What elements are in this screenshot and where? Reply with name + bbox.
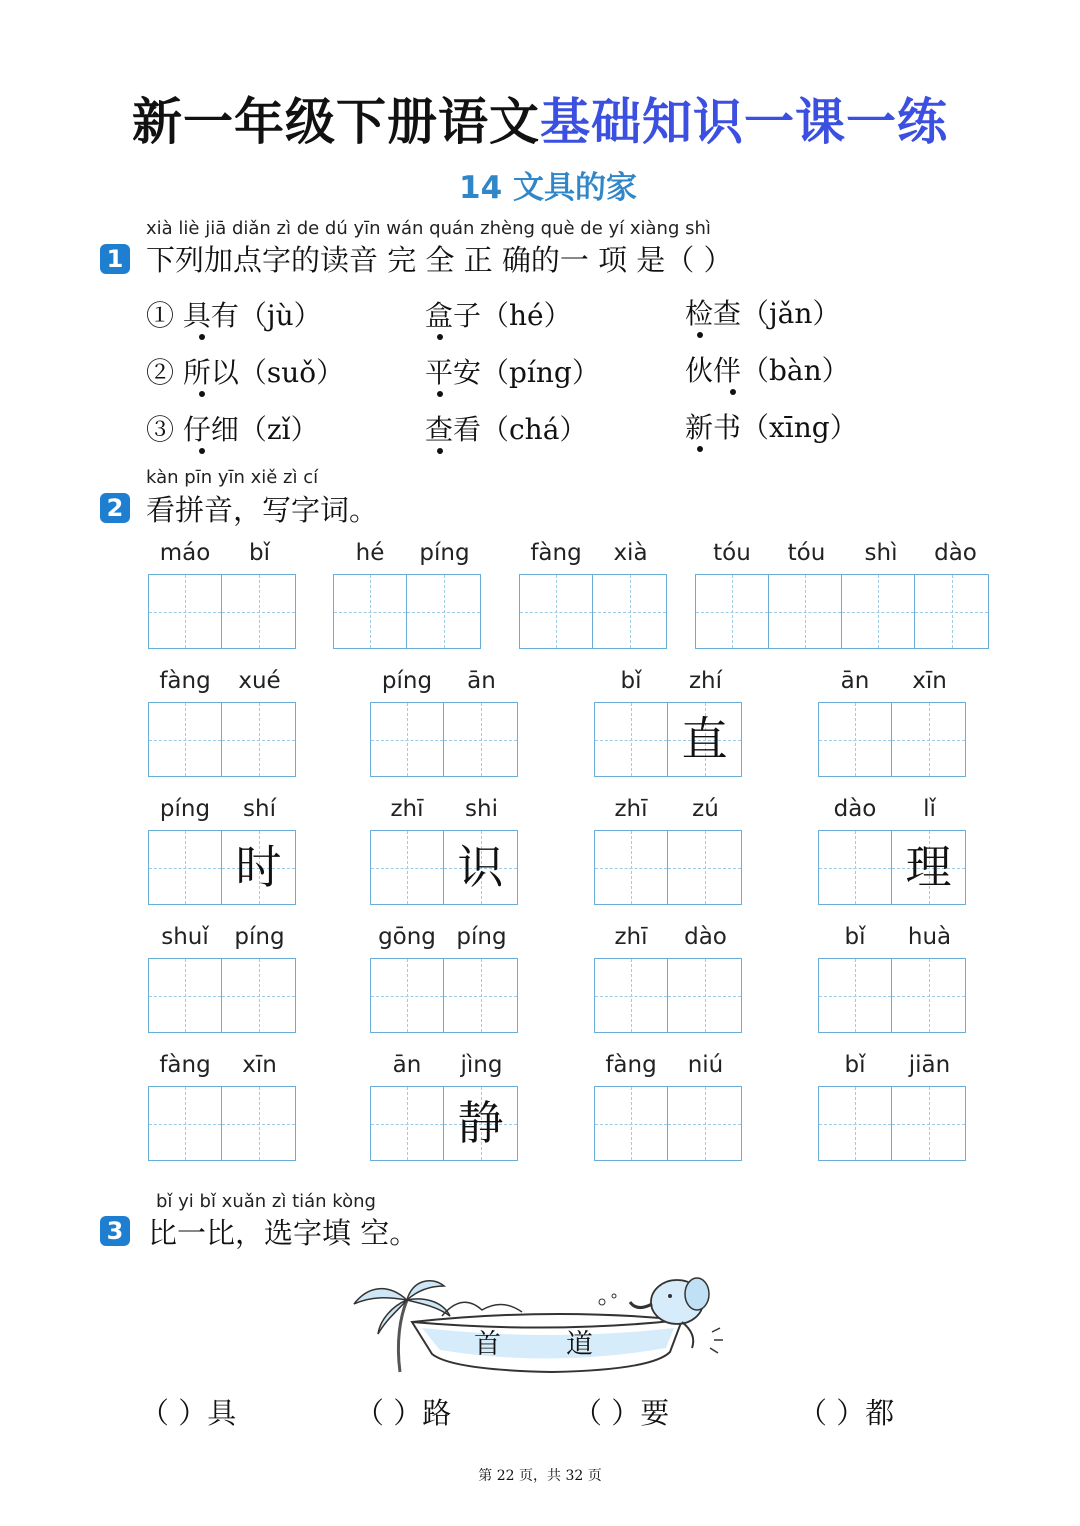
writing-cell[interactable] [668, 831, 741, 904]
pinyin-label: fàng [530, 540, 582, 566]
pinyin-label: fàng [159, 1052, 211, 1078]
fill-blank-1[interactable]: （ ）具 [140, 1396, 237, 1430]
writing-cell[interactable] [595, 1087, 668, 1160]
cell-character [892, 1087, 965, 1160]
q1-option-3b: 查看（chá） [425, 413, 588, 446]
writing-cell[interactable] [668, 703, 741, 776]
pinyin-label: tóu [787, 540, 826, 566]
emphasis-dot [730, 389, 736, 395]
pinyin-label: bǐ [620, 668, 642, 694]
word-box [695, 540, 993, 650]
pinyin-label: shì [864, 540, 898, 566]
writing-cell[interactable] [892, 831, 965, 904]
lesson-title: 14 文具的家 [459, 170, 637, 206]
cell-character: 识 [457, 840, 504, 894]
writing-cell[interactable] [222, 703, 295, 776]
writing-cell[interactable] [668, 1087, 741, 1160]
cell-character [819, 1087, 891, 1160]
emphasis-dot [199, 391, 205, 397]
bathtub-icon [352, 1272, 752, 1382]
writing-cell[interactable] [149, 959, 222, 1032]
fill-blank-3[interactable]: （ ）要 [573, 1396, 670, 1430]
pinyin-label: máo [159, 540, 211, 566]
writing-cell[interactable] [819, 831, 892, 904]
cell-character [595, 831, 667, 904]
word-box [148, 796, 297, 906]
cell-character [769, 575, 841, 648]
q1-option-2a: ② 所以（suǒ） [146, 356, 345, 389]
cell-character [444, 959, 517, 1032]
q1-option-2c: 伙伴（bàn） [685, 354, 850, 387]
cell-character [222, 575, 295, 648]
pinyin-label: zhī [390, 796, 424, 822]
word-box [148, 924, 297, 1034]
writing-cell[interactable] [595, 959, 668, 1032]
writing-cell[interactable] [520, 575, 593, 648]
cell-character [444, 703, 517, 776]
pinyin-label: ān [467, 668, 496, 694]
q2-pinyin: kàn pīn yīn xiě zì cí [146, 467, 319, 488]
q3-number-badge: 3 [100, 1216, 130, 1246]
pinyin-label: xià [613, 540, 648, 566]
emphasis-dot [437, 334, 443, 340]
pinyin-label: ān [392, 1052, 422, 1078]
pinyin-label: lǐ [923, 796, 936, 822]
pinyin-label: píng [234, 924, 285, 950]
writing-cell[interactable] [222, 575, 295, 648]
pinyin-label: huà [907, 924, 952, 950]
word-box [148, 540, 297, 650]
pinyin-label: jiān [908, 1052, 951, 1078]
page-footer: 第 22 页，共 32 页 [478, 1468, 602, 1484]
cell-character [668, 1087, 741, 1160]
cell-character: 直 [681, 712, 728, 766]
writing-cell[interactable] [915, 575, 988, 648]
cell-character [892, 703, 965, 776]
tub-char-1: 首 [474, 1329, 501, 1360]
pinyin-label: bǐ [249, 540, 270, 566]
tub-char-2: 道 [566, 1329, 593, 1360]
q1-option-3c: 新书（xīng） [685, 411, 858, 444]
word-box [370, 1052, 519, 1162]
cell-character [520, 575, 592, 648]
word-box [148, 1052, 297, 1162]
cell-character [371, 831, 443, 904]
pinyin-label: píng [419, 540, 470, 566]
cell-character [595, 959, 667, 1032]
writing-cell[interactable] [371, 831, 444, 904]
emphasis-dot [437, 391, 443, 397]
pinyin-label: xué [238, 668, 281, 694]
writing-cell[interactable] [407, 575, 480, 648]
emphasis-dot [697, 446, 703, 452]
pinyin-label: bǐ [844, 924, 866, 950]
cell-character [371, 1087, 443, 1160]
cell-character [819, 831, 891, 904]
writing-cell[interactable] [444, 831, 517, 904]
writing-cell[interactable] [595, 831, 668, 904]
emphasis-dot [199, 448, 205, 454]
q2-number-badge: 2 [100, 493, 130, 523]
bathtub-illustration [352, 1272, 752, 1386]
pinyin-label: píng [381, 668, 433, 694]
writing-cell[interactable] [593, 575, 666, 648]
word-box [818, 924, 967, 1034]
writing-cell[interactable] [371, 1087, 444, 1160]
writing-cell[interactable] [444, 703, 517, 776]
pinyin-label: jìng [460, 1052, 503, 1078]
writing-cell[interactable] [222, 959, 295, 1032]
writing-cell[interactable] [892, 959, 965, 1032]
title-main: 新一年级下册语文 [132, 92, 540, 151]
pinyin-label: shuǐ [161, 924, 209, 950]
word-box [594, 796, 743, 906]
writing-cell[interactable] [334, 575, 407, 648]
pinyin-label: zú [692, 796, 719, 822]
writing-cell[interactable] [444, 1087, 517, 1160]
word-box [148, 668, 297, 778]
q1-number-badge: 1 [100, 244, 130, 274]
cell-character: 理 [905, 840, 952, 894]
word-box [519, 540, 668, 650]
pinyin-label: bǐ [844, 1052, 866, 1078]
writing-cell[interactable] [819, 959, 892, 1032]
emphasis-dot [697, 332, 703, 338]
cell-character [149, 959, 221, 1032]
q1-option-1a: ① 具有（jù） [146, 299, 322, 332]
pinyin-label: dào [684, 924, 727, 950]
pinyin-label: zhī [614, 796, 648, 822]
writing-cell[interactable] [769, 575, 842, 648]
cell-character [149, 831, 221, 904]
pinyin-label: píng [159, 796, 211, 822]
q1-prompt: 下列加点字的读音 完 全 正 确的一 项 是（ ） [146, 243, 733, 277]
cell-character [149, 703, 221, 776]
cell-character [668, 959, 741, 1032]
cell-character [222, 1087, 295, 1160]
cell-character [696, 575, 768, 648]
q1-option-3a: ③ 仔细（zǐ） [146, 413, 319, 446]
writing-cell[interactable] [696, 575, 769, 648]
fill-blank-2[interactable]: （ ）路 [355, 1396, 452, 1430]
cell-character [595, 703, 667, 776]
q1-option-2b: 平安（píng） [425, 356, 600, 389]
cell-character [593, 575, 666, 648]
cell-character [407, 575, 480, 648]
writing-cell[interactable] [371, 703, 444, 776]
pinyin-label: fàng [159, 668, 211, 694]
pinyin-label: dào [833, 796, 877, 822]
writing-cell[interactable] [819, 1087, 892, 1160]
pinyin-label: niú [687, 1052, 724, 1078]
q3-prompt: 比一比，选字填 空。 [148, 1216, 419, 1250]
cell-character [149, 575, 221, 648]
writing-cell[interactable] [842, 575, 915, 648]
writing-cell[interactable] [149, 575, 222, 648]
cell-character [149, 1087, 221, 1160]
cell-character: 静 [457, 1096, 504, 1150]
page-title [0, 82, 1080, 154]
pinyin-label: xīn [242, 1052, 277, 1078]
writing-cell[interactable] [371, 959, 444, 1032]
word-box [594, 1052, 743, 1162]
word-box [818, 796, 967, 906]
q3-pinyin: bǐ yi bǐ xuǎn zì tián kòng [156, 1191, 376, 1212]
cell-character [222, 703, 295, 776]
writing-cell[interactable] [149, 1087, 222, 1160]
word-box [594, 924, 743, 1034]
writing-cell[interactable] [892, 703, 965, 776]
writing-cell[interactable] [595, 703, 668, 776]
cell-character [819, 703, 891, 776]
pinyin-label: tóu [713, 540, 751, 566]
cell-character [371, 703, 443, 776]
word-box [333, 540, 482, 650]
emphasis-dot [437, 448, 443, 454]
writing-cell[interactable] [819, 703, 892, 776]
word-box [818, 1052, 967, 1162]
pinyin-label: dào [934, 540, 977, 566]
emphasis-dot [199, 334, 205, 340]
q1-option-1b: 盒子（hé） [425, 299, 572, 332]
cell-character [334, 575, 406, 648]
title-highlight: 基础知识一课一练 [540, 92, 948, 151]
cell-character [595, 1087, 667, 1160]
pinyin-label: fàng [605, 1052, 657, 1078]
writing-cell[interactable] [222, 1087, 295, 1160]
cell-character: 时 [235, 840, 282, 894]
writing-cell[interactable] [668, 959, 741, 1032]
writing-cell[interactable] [149, 831, 222, 904]
cell-character [842, 575, 914, 648]
q1-pinyin: xià liè jiā diǎn zì de dú yīn wán quán zhèng què de yí xiàng shì [146, 218, 711, 239]
q2-prompt: 看拼音，写字词。 [146, 493, 379, 527]
pinyin-label: xīn [912, 668, 947, 694]
word-box [818, 668, 967, 778]
cell-character [915, 575, 988, 648]
word-box [594, 668, 743, 778]
cell-character [892, 959, 965, 1032]
pinyin-label: píng [456, 924, 507, 950]
pinyin-label: shi [465, 796, 498, 822]
pinyin-label: hé [355, 540, 385, 566]
writing-cell[interactable] [444, 959, 517, 1032]
pinyin-label: zhí [688, 668, 723, 694]
pinyin-label: zhī [614, 924, 648, 950]
writing-cell[interactable] [222, 831, 295, 904]
cell-character [222, 959, 295, 1032]
pinyin-label: gōng [378, 924, 436, 950]
pinyin-label: shí [243, 796, 276, 822]
fill-blank-4[interactable]: （ ）都 [798, 1396, 895, 1430]
cell-character [371, 959, 443, 1032]
cell-character [819, 959, 891, 1032]
word-box [370, 924, 519, 1034]
word-box [370, 796, 519, 906]
writing-cell[interactable] [149, 703, 222, 776]
cell-character [668, 831, 741, 904]
q1-option-1c: 检查（jǎn） [685, 297, 841, 330]
word-box [370, 668, 519, 778]
writing-cell[interactable] [892, 1087, 965, 1160]
pinyin-label: ān [840, 668, 870, 694]
